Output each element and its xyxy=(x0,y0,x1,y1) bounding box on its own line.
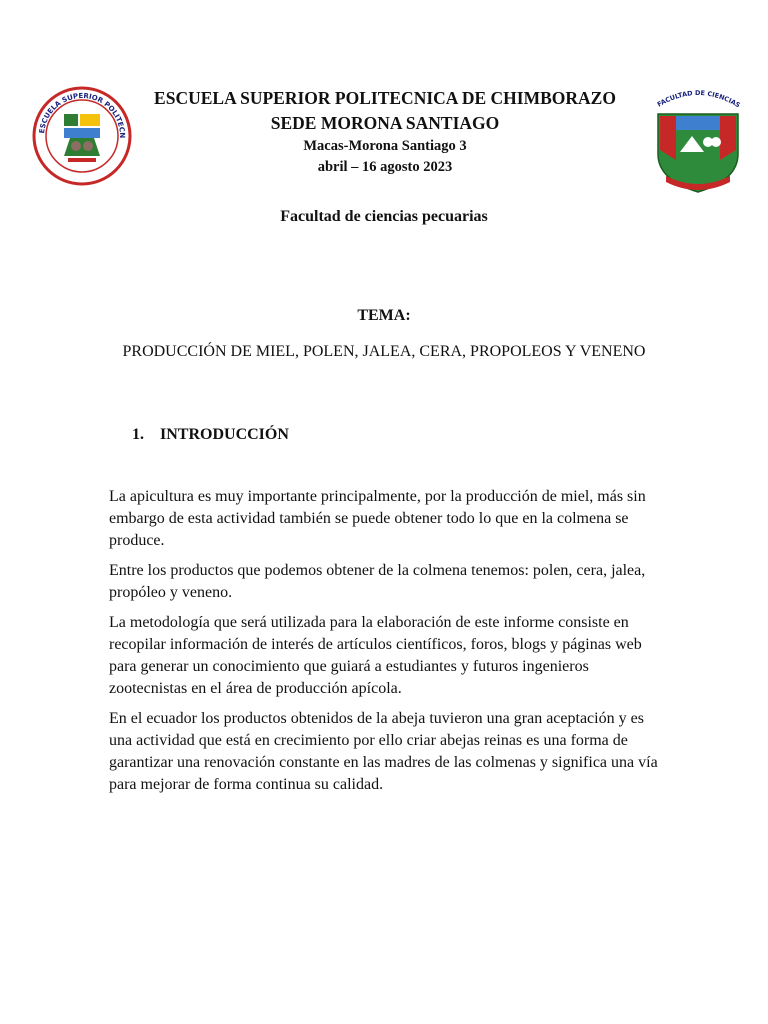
faculty-ciencias-pecuarias-shield-icon xyxy=(646,80,750,198)
institution-name: ESCUELA SUPERIOR POLITECNICA DE CHIMBORAZO xyxy=(154,88,616,108)
section-heading xyxy=(132,426,289,444)
espoch-university-seal-icon xyxy=(32,86,132,186)
paragraph: En el ecuador los productos obtenidos de la abeja tuvieron una gran aceptación y es una actividad que está en crecimiento por ello criar abejas reinas es una forma de garantizar una renovación constante en las madres de las colmenas y significa una vía para mejorar de forma continua su calidad. xyxy=(109,710,658,793)
body-text xyxy=(109,486,669,804)
topic-label: TEMA: xyxy=(357,307,411,324)
seal-ring-text: ESCUELA SUPERIOR POLITECN xyxy=(38,91,127,139)
campus-name: SEDE MORONA SANTIAGO xyxy=(270,113,500,133)
paragraph: La metodología que será utilizada para la elaboración de este informe consiste en recopilar información de interés de artículos científicos, foros, blogs y páginas web para generar un conocimiento que guiará a estudiantes y futuros ingenieros zootecnistas en el área de producción apícola. xyxy=(109,614,642,697)
document-header xyxy=(130,86,640,178)
location-line: Macas-Morona Santiago 3 xyxy=(303,138,467,154)
faculty-name: Facultad de ciencias pecuarias xyxy=(280,208,488,225)
svg-text:FACULTAD DE CIENCIAS PECUARIAS xyxy=(646,80,744,111)
period-line: abril – 16 agosto 2023 xyxy=(317,159,453,175)
paragraph: La apicultura es muy importante principalmente, por la producción de miel, más sin embargo de esta actividad también se puede obtener todo lo que en la colmena se produce. xyxy=(109,488,646,549)
university-seal-logo xyxy=(32,86,132,186)
section-number: 1. xyxy=(132,426,144,443)
faculty-banner-text: FACULTAD DE CIENCIAS xyxy=(655,88,742,110)
paragraph: Entre los productos que podemos obtener de la colmena tenemos: polen, cera, jalea, propóleo y veneno. xyxy=(109,562,646,601)
faculty-shield-logo xyxy=(646,80,750,198)
topic-title: PRODUCCIÓN DE MIEL, POLEN, JALEA, CERA, PROPOLEOS Y VENENO xyxy=(122,343,646,360)
section-title: INTRODUCCIÓN xyxy=(160,426,289,443)
